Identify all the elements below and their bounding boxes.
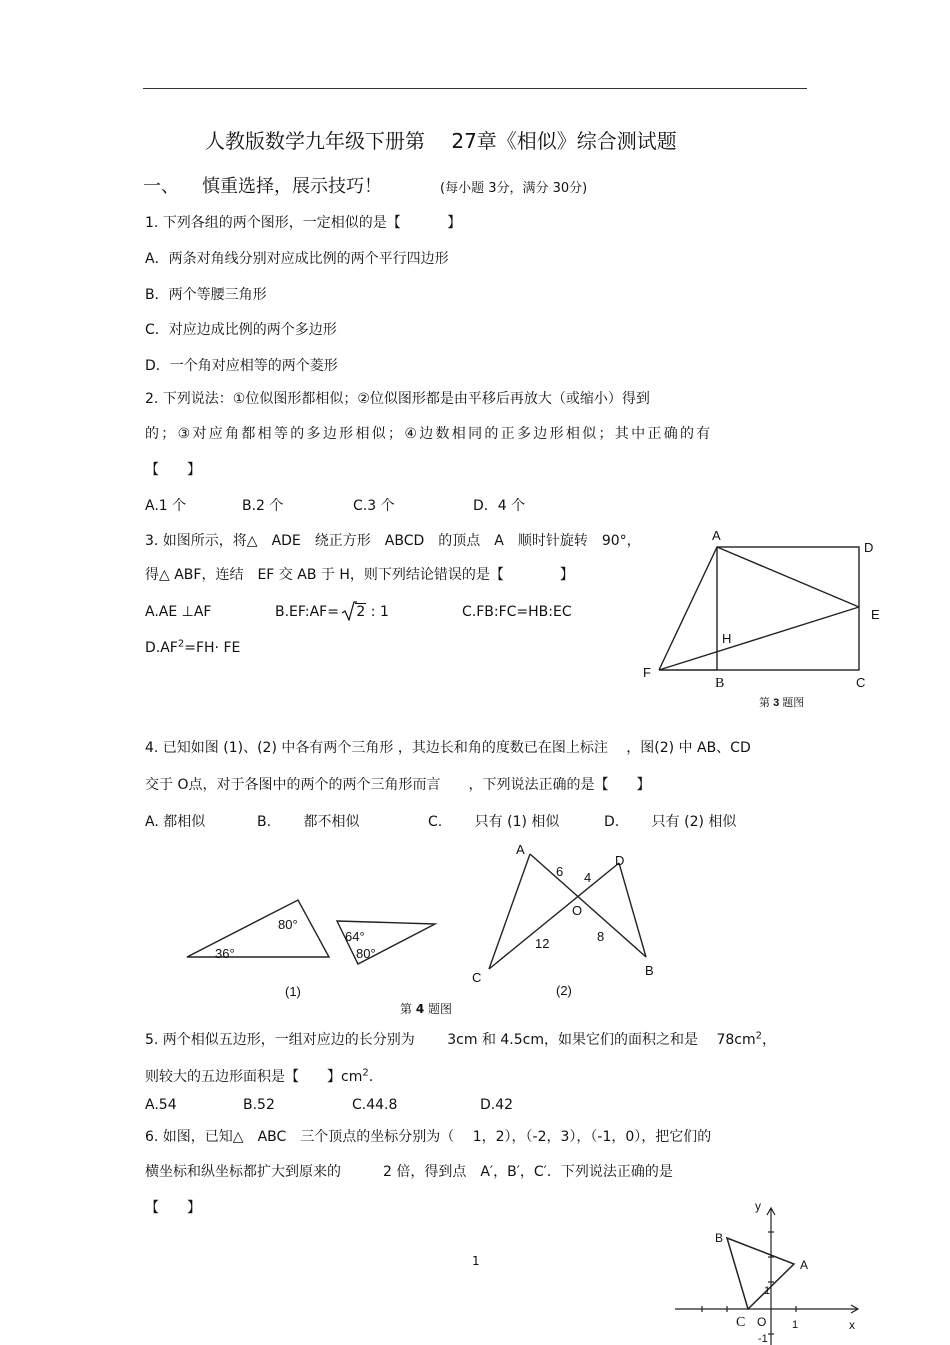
label-a: A (712, 528, 721, 543)
q2-option-a: A.1 个 (145, 498, 187, 514)
fig-1-caption: (1) (285, 984, 301, 999)
section-number: 一、 (143, 176, 179, 197)
segment-fe (659, 607, 859, 670)
length-co: 12 (535, 936, 550, 951)
label-origin: O (757, 1315, 767, 1329)
sqrt-symbol (355, 603, 366, 621)
q4-option-d: D. 只有 (2) 相似 (604, 814, 737, 830)
q5-line1-text: 5. 两个相似五边形，一组对应边的长分别为 3cm 和 4.5cm，如果它们的面积之和是 78cm (145, 1032, 756, 1048)
q2-line1: 2. 下列说法：①位似图形都相似；②位似图形都是由平移后再放大（或缩小）得到 (145, 391, 650, 407)
q6-figure (670, 1198, 870, 1345)
q3-option-a: A.AE ⊥AF (145, 604, 212, 620)
section-heading: 慎重选择，展示技巧！ (202, 176, 382, 197)
fig-2-caption: (2) (556, 983, 572, 998)
page-title: 人教版数学九年级下册第 27章《相似》综合测试题 (205, 129, 677, 153)
q3-figure (635, 525, 885, 715)
tick-label-neg1: -1 (758, 1333, 768, 1345)
q3-line1: 3. 如图所示，将△ ADE 绕正方形 ABCD 的顶点 A 顺时针旋转 90°， (145, 533, 641, 549)
q5-line1-end: ， (761, 1032, 776, 1048)
label-a: A (516, 842, 525, 857)
triangle-abc (727, 1238, 794, 1309)
q3-option-b (275, 603, 389, 621)
label-c: C (472, 970, 482, 985)
q4-line1: 4. 已知如图 (1)、(2) 中各有两个三角形 ，其边长和角的度数已在图上标注 ，图(2) 中 AB、CD (145, 740, 751, 756)
label-b: B (715, 676, 725, 691)
angle-label-64: 64° (345, 929, 365, 944)
q2-option-b: B.2 个 (242, 498, 284, 514)
q6-line3: 【 】 (145, 1200, 201, 1216)
q1-option-d: D．一个角对应相等的两个菱形 (145, 358, 338, 374)
q3-option-d-suffix: =FH· FE (184, 640, 241, 656)
q3-option-d (145, 639, 240, 657)
q1-option-c: C．对应边成比例的两个多边形 (145, 322, 337, 338)
page-number: 1 (472, 1254, 480, 1268)
q5-line1 (145, 1031, 776, 1049)
q4-line2: 交于 O点，对于各图中的两个的两个三角形而言 ，下列说法正确的是【 】 (145, 777, 651, 793)
tick-label-x1: 1 (792, 1319, 799, 1331)
segment-af (659, 547, 717, 670)
q5-line2 (145, 1068, 373, 1086)
angle-label-80b: 80° (356, 946, 376, 961)
label-c: C (856, 675, 866, 690)
label-b: B (715, 1231, 724, 1245)
q5-line2-end: . (368, 1069, 374, 1085)
q4-option-a: A. 都相似 (145, 814, 206, 830)
top-rule (143, 88, 807, 89)
q5-option-d: D.42 (480, 1097, 514, 1113)
q4-option-b: B. 都不相似 (257, 814, 360, 830)
length-ob: 8 (597, 929, 605, 944)
label-f: F (643, 665, 651, 680)
q3-figure-caption: 第 3 题图 (759, 697, 805, 709)
label-b: B (645, 963, 654, 978)
caption-prefix: 第 (400, 1002, 416, 1016)
q4-option-c: C. 只有 (1) 相似 (428, 814, 560, 830)
q3-option-c: C.FB:FC=HB:EC (462, 604, 572, 620)
q3-option-b-suffix: : 1 (370, 604, 389, 620)
q3-option-d-prefix: D.AF (145, 640, 178, 656)
length-ao: 6 (556, 864, 564, 879)
label-d: D (615, 853, 625, 868)
q2-option-c: C.3 个 (353, 498, 395, 514)
q1-stem: 1. 下列各组的两个图形，一定相似的是【 】 (145, 215, 462, 231)
label-y: y (755, 1199, 761, 1213)
q6-line2: 横坐标和纵坐标都扩大到原来的 2 倍，得到点 A′，B′，C′．下列说法正确的是 (145, 1164, 673, 1180)
angle-label-80: 80° (278, 917, 298, 932)
q6-line1: 6. 如图，已知△ ABC 三个顶点的坐标分别为（ 1，2），（-2，3），（-1，0），把它们的 (145, 1129, 712, 1145)
segment-db (619, 863, 646, 957)
q5-option-b: B.52 (243, 1097, 275, 1113)
angle-label-36: 36° (215, 946, 235, 961)
q5-option-c: C.44.8 (352, 1097, 398, 1113)
q1-option-a: A．两条对角线分别对应成比例的两个平行四边形 (145, 251, 449, 267)
label-x: x (849, 1318, 855, 1332)
segment-ae (717, 547, 859, 607)
label-h: H (722, 631, 732, 646)
tick-label-y1: 1 (764, 1285, 771, 1297)
sqrt-radicand: 2 (356, 604, 366, 620)
q5-option-a: A.54 (145, 1097, 177, 1113)
q2-line3: 【 】 (145, 462, 201, 478)
superscript: 2 (177, 638, 185, 650)
q1-option-b: B．两个等腰三角形 (145, 287, 267, 303)
q3-option-b-prefix: B.EF:AF= (275, 604, 339, 620)
label-c: C (736, 1315, 746, 1330)
q4-figure-1 (180, 895, 450, 1005)
triangle-1a (187, 900, 329, 957)
q5-line2-text: 则较大的五边形面积是【 】cm (145, 1069, 363, 1085)
label-o: O (572, 903, 583, 918)
length-od: 4 (584, 870, 592, 885)
label-d: D (864, 540, 874, 555)
caption-suffix: 题图 (424, 1002, 453, 1016)
q4-figure-caption (400, 1002, 452, 1017)
square-abcd (717, 547, 859, 670)
superscript: 2 (755, 1030, 762, 1042)
q3-line2: 得△ ABF，连结 EF 交 AB 于 H，则下列结论错误的是【 】 (145, 567, 574, 583)
superscript: 2 (362, 1067, 369, 1079)
label-a: A (800, 1258, 809, 1272)
q2-line2: 的；③对应角都相等的多边形相似；④边数相同的正多边形相似；其中正确的有 (145, 426, 713, 442)
section-score-note: (每小题 3分，满分 30分) (440, 181, 588, 196)
q4-figure-2 (460, 838, 670, 1003)
label-e: E (871, 607, 880, 622)
caption-number: 4 (415, 1002, 425, 1016)
q2-option-d: D．4 个 (473, 498, 526, 514)
